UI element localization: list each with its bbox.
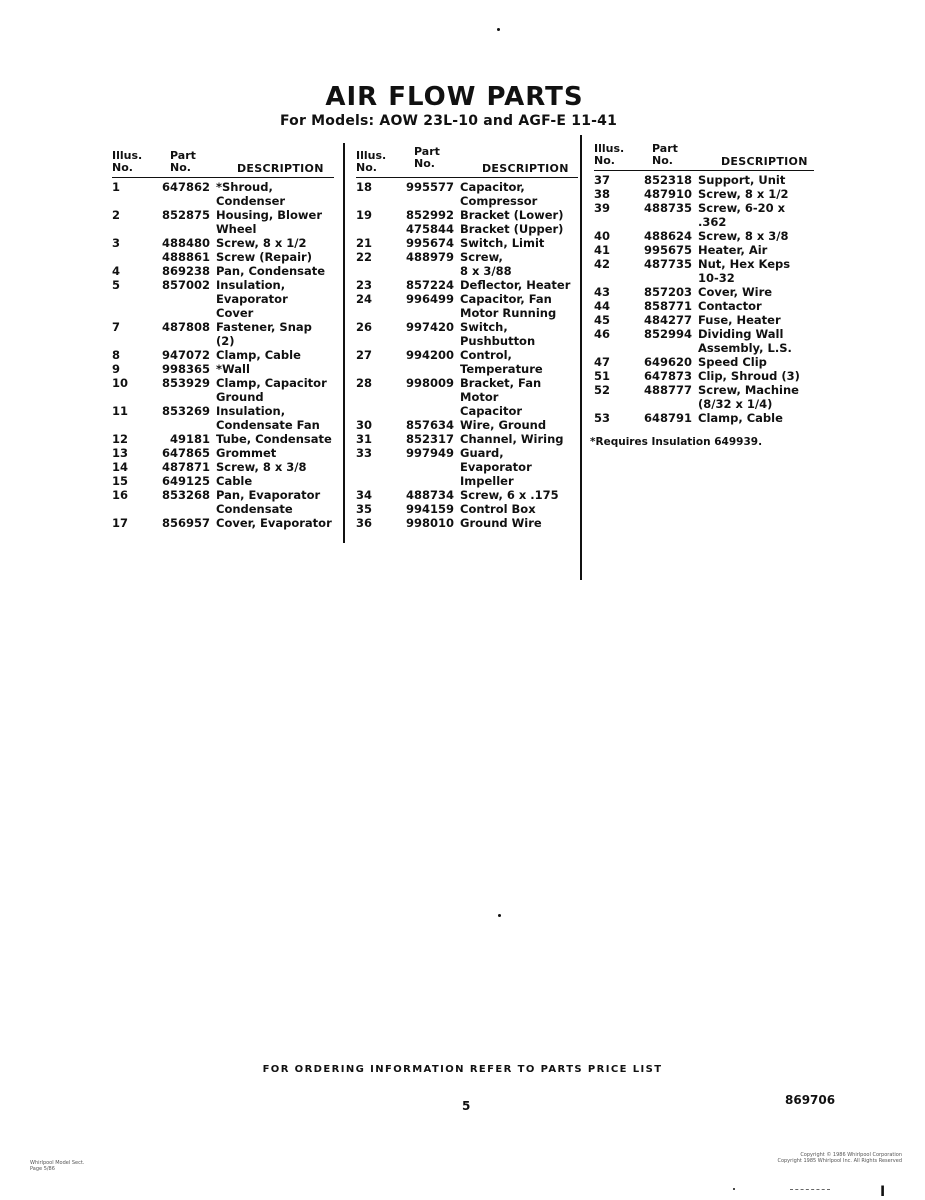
illus-number: 42 — [594, 257, 611, 271]
part-description — [460, 446, 578, 488]
part-row — [594, 383, 814, 411]
illus-no-header: Illus. No. — [356, 149, 387, 174]
illus-number: 19 — [356, 208, 373, 222]
part-description — [460, 516, 578, 530]
part-number: 998010 — [405, 516, 454, 530]
part-number: 997949 — [405, 446, 454, 460]
part-description — [216, 446, 334, 460]
description-line: Speed Clip — [698, 355, 767, 369]
description-line: Pan, Evaporator — [216, 488, 321, 502]
part-number: 648791 — [643, 411, 692, 425]
part-number: 647865 — [161, 446, 210, 460]
parts-rows — [356, 180, 578, 530]
description-header: DESCRIPTION — [721, 155, 808, 168]
part-row — [112, 362, 334, 376]
description-line: Ground Wire — [460, 516, 542, 530]
part-number: 995674 — [405, 236, 454, 250]
part-no-header: Part No. — [170, 149, 196, 174]
description-line: Evaporator — [216, 292, 288, 306]
parts-rows — [112, 180, 334, 530]
illus-number: 16 — [112, 488, 129, 502]
part-description — [460, 208, 578, 222]
description-line: Ground — [216, 390, 264, 404]
part-number: 852317 — [405, 432, 454, 446]
illus-number: 18 — [356, 180, 373, 194]
illus-no-header: Illus. No. — [594, 142, 625, 167]
part-number: 857203 — [643, 285, 692, 299]
part-description — [216, 348, 334, 362]
mid-speck — [498, 914, 501, 917]
description-line: Fastener, Snap (2) — [216, 320, 312, 348]
description-line: Clamp, Cable — [216, 348, 301, 362]
part-description — [698, 313, 814, 327]
part-description — [460, 236, 578, 250]
part-no-header: Part No. — [414, 145, 440, 170]
illus-number: 2 — [112, 208, 121, 222]
description-line: Condensate — [216, 502, 293, 516]
part-description — [216, 432, 334, 446]
illus-number: 4 — [112, 264, 121, 278]
part-row — [356, 222, 578, 236]
illus-number: 38 — [594, 187, 611, 201]
description-line: Screw, — [460, 250, 503, 264]
part-number: 853268 — [161, 488, 210, 502]
parts-rows — [594, 173, 814, 425]
description-line: 8 x 3/88 — [460, 264, 512, 278]
illus-number: 8 — [112, 348, 121, 362]
part-description — [460, 250, 578, 278]
description-line: Capacitor — [460, 404, 523, 418]
part-description — [460, 320, 578, 348]
description-line: Heater, Air — [698, 243, 768, 257]
illus-number: 1 — [112, 180, 121, 194]
part-row — [112, 264, 334, 278]
part-row — [594, 173, 814, 187]
part-description — [216, 264, 334, 278]
part-number: 852875 — [161, 208, 210, 222]
part-row — [594, 201, 814, 229]
part-description — [460, 376, 578, 418]
description-line: Dividing Wall — [698, 327, 784, 341]
part-description — [216, 180, 334, 208]
description-line: Screw (Repair) — [216, 250, 312, 264]
part-description — [460, 180, 578, 208]
part-description — [216, 488, 334, 516]
description-line: Screw, Machine — [698, 383, 799, 397]
part-number: 49181 — [169, 432, 210, 446]
illus-number: 43 — [594, 285, 611, 299]
illus-number: 30 — [356, 418, 373, 432]
illus-number: 28 — [356, 376, 373, 390]
description-line: Cover — [216, 306, 254, 320]
illus-number: 17 — [112, 516, 129, 530]
part-number: 997420 — [405, 320, 454, 334]
description-line: Bracket (Upper) — [460, 222, 564, 236]
copyright-notice: Copyright © 1986 Whirlpool Corporation Copyright 1985 Whirlpool Inc. All Rights Reserved — [777, 1152, 902, 1164]
part-number: 475844 — [405, 222, 454, 236]
part-number: 994200 — [405, 348, 454, 362]
illus-number: 11 — [112, 404, 129, 418]
part-row — [356, 376, 578, 418]
description-line: Cover, Evaporator — [216, 516, 332, 530]
part-row — [356, 432, 578, 446]
part-number: 853269 — [161, 404, 210, 418]
part-number: 488979 — [405, 250, 454, 264]
description-line: Grommet — [216, 446, 277, 460]
part-description — [216, 376, 334, 404]
small-print-left: Whirlpool Model Sect. Page 5/86 — [30, 1160, 85, 1172]
part-number: 852318 — [643, 173, 692, 187]
illus-number — [112, 250, 158, 264]
illus-number: 31 — [356, 432, 373, 446]
part-description — [460, 418, 578, 432]
part-row — [112, 278, 334, 320]
illus-number: 7 — [112, 320, 121, 334]
illus-number: 36 — [356, 516, 373, 530]
description-line: Screw, 8 x 3/8 — [698, 229, 789, 243]
part-description — [216, 362, 334, 376]
part-number: 853929 — [161, 376, 210, 390]
illus-number: 23 — [356, 278, 373, 292]
part-description — [460, 222, 578, 236]
illus-number: 24 — [356, 292, 373, 306]
part-description — [216, 208, 334, 236]
illus-number: 21 — [356, 236, 373, 250]
corner-speck — [733, 1188, 735, 1190]
part-row — [112, 320, 334, 348]
part-no-header: Part No. — [652, 142, 678, 167]
corner-mark: I — [880, 1184, 886, 1200]
ordering-info: FOR ORDERING INFORMATION REFER TO PARTS PRICE LIST — [262, 1064, 663, 1075]
part-row — [594, 299, 814, 313]
column-header — [594, 143, 814, 173]
illus-number: 10 — [112, 376, 129, 390]
description-line: Compressor — [460, 194, 538, 208]
illus-number: 3 — [112, 236, 121, 250]
part-number: 647862 — [161, 180, 210, 194]
part-row — [356, 180, 578, 208]
description-line: Screw, 8 x 1/2 — [698, 187, 789, 201]
illus-number: 9 — [112, 362, 121, 376]
document-number: 869706 — [785, 1093, 836, 1107]
part-row — [356, 292, 578, 320]
description-line: Cover, Wire — [698, 285, 773, 299]
column-divider — [580, 135, 582, 580]
part-row — [594, 369, 814, 383]
part-number: 856957 — [161, 516, 210, 530]
description-line: Switch, Pushbutton — [460, 320, 536, 348]
part-row — [356, 348, 578, 376]
description-line: Guard, Evaporator — [460, 446, 532, 474]
part-description — [698, 383, 814, 411]
part-row — [594, 243, 814, 257]
part-row — [112, 180, 334, 208]
part-description — [698, 327, 814, 355]
part-description — [698, 369, 814, 383]
corner-dashes — [790, 1189, 830, 1190]
part-row — [594, 411, 814, 425]
description-line: Wheel — [216, 222, 257, 236]
description-line: Pan, Condensate — [216, 264, 326, 278]
part-row — [112, 250, 334, 264]
part-row — [594, 229, 814, 243]
illus-number: 46 — [594, 327, 611, 341]
part-number: 487808 — [161, 320, 210, 334]
parts-column-3 — [590, 142, 814, 449]
description-line: Wire, Ground — [460, 418, 547, 432]
part-row — [356, 236, 578, 250]
part-row — [594, 187, 814, 201]
part-description — [216, 250, 334, 264]
column-header — [112, 150, 334, 180]
part-number: 852994 — [643, 327, 692, 341]
part-number: 858771 — [643, 299, 692, 313]
description-line: Capacitor, Fan — [460, 292, 552, 306]
part-description — [698, 243, 814, 257]
part-description — [698, 201, 814, 229]
description-line: Temperature — [460, 362, 543, 376]
description-line: Support, Unit — [698, 173, 786, 187]
part-number: 487910 — [643, 187, 692, 201]
part-row — [112, 432, 334, 446]
description-line: Clip, Shroud (3) — [698, 369, 800, 383]
illus-number: 47 — [594, 355, 611, 369]
page-title: AIR FLOW PARTS — [325, 82, 584, 112]
description-line: Impeller — [460, 474, 514, 488]
page-number: 5 — [462, 1099, 471, 1113]
illus-number: 13 — [112, 446, 129, 460]
part-description — [460, 432, 578, 446]
part-number: 649620 — [643, 355, 692, 369]
part-row — [356, 502, 578, 516]
description-line: *Wall — [216, 362, 250, 376]
part-description — [698, 187, 814, 201]
description-line: Control Box — [460, 502, 536, 516]
part-row — [356, 208, 578, 222]
part-row — [112, 236, 334, 250]
illus-number: 12 — [112, 432, 129, 446]
part-number: 998009 — [405, 376, 454, 390]
header-rule — [356, 177, 578, 178]
description-line: Insulation, — [216, 404, 286, 418]
description-line: Condensate Fan — [216, 418, 320, 432]
top-speck — [497, 28, 500, 31]
part-description — [698, 229, 814, 243]
part-row — [594, 355, 814, 369]
part-row — [112, 208, 334, 236]
description-line: Motor Running — [460, 306, 557, 320]
description-line: Channel, Wiring — [460, 432, 564, 446]
header-rule — [594, 170, 814, 171]
description-line: *Shroud, Condenser — [216, 180, 286, 208]
description-line: Capacitor, — [460, 180, 525, 194]
part-row — [594, 327, 814, 355]
description-header: DESCRIPTION — [237, 162, 324, 175]
part-number: 857002 — [161, 278, 210, 292]
part-row — [112, 460, 334, 474]
description-line: Screw, 8 x 1/2 — [216, 236, 307, 250]
part-number: 995577 — [405, 180, 454, 194]
illus-number — [356, 222, 402, 236]
illus-number: 5 — [112, 278, 121, 292]
part-number: 488480 — [161, 236, 210, 250]
part-number: 647873 — [643, 369, 692, 383]
part-description — [216, 236, 334, 250]
part-row — [112, 446, 334, 460]
description-line: Deflector, Heater — [460, 278, 571, 292]
part-number: 488624 — [643, 229, 692, 243]
part-number: 488734 — [405, 488, 454, 502]
part-description — [216, 278, 334, 320]
description-line: (8/32 x 1/4) — [698, 397, 773, 411]
part-row — [356, 250, 578, 278]
description-line: Tube, Condensate — [216, 432, 332, 446]
part-description — [460, 278, 578, 292]
part-number: 487735 — [643, 257, 692, 271]
description-line: Insulation, — [216, 278, 286, 292]
part-description — [460, 502, 578, 516]
description-line: Clamp, Capacitor — [216, 376, 327, 390]
part-row — [356, 278, 578, 292]
description-line: Fuse, Heater — [698, 313, 781, 327]
part-number: 994159 — [405, 502, 454, 516]
description-line: Clamp, Cable — [698, 411, 783, 425]
illus-number: 37 — [594, 173, 611, 187]
column-header — [356, 145, 578, 180]
part-row — [356, 516, 578, 530]
part-number: 995675 — [643, 243, 692, 257]
part-row — [112, 404, 334, 432]
parts-column-2 — [356, 145, 578, 530]
illus-number: 45 — [594, 313, 611, 327]
parts-column-1 — [112, 150, 334, 530]
part-row — [594, 257, 814, 285]
part-number: 852992 — [405, 208, 454, 222]
illus-number: 15 — [112, 474, 129, 488]
part-row — [112, 348, 334, 362]
description-line: Bracket, Fan Motor — [460, 376, 542, 404]
part-description — [698, 285, 814, 299]
illus-no-header: Illus. No. — [112, 149, 143, 174]
part-description — [460, 348, 578, 376]
description-line: Bracket (Lower) — [460, 208, 564, 222]
illus-number: 35 — [356, 502, 373, 516]
part-description — [216, 460, 334, 474]
illus-number: 22 — [356, 250, 373, 264]
part-description — [216, 474, 334, 488]
part-description — [460, 488, 578, 502]
part-number: 857634 — [405, 418, 454, 432]
part-description — [216, 320, 334, 348]
part-row — [594, 313, 814, 327]
part-description — [698, 411, 814, 425]
header-rule — [112, 177, 334, 178]
part-row — [112, 488, 334, 516]
part-number: 998365 — [161, 362, 210, 376]
part-description — [460, 292, 578, 320]
part-row — [112, 474, 334, 488]
description-line: Cable — [216, 474, 253, 488]
illus-number: 40 — [594, 229, 611, 243]
illus-number: 27 — [356, 348, 373, 362]
illus-number: 39 — [594, 201, 611, 215]
insulation-note: *Requires Insulation 649939. — [590, 436, 763, 448]
part-number: 484277 — [643, 313, 692, 327]
part-description — [698, 257, 814, 285]
part-number: 488735 — [643, 201, 692, 215]
part-row — [112, 516, 334, 530]
illus-number: 53 — [594, 411, 611, 425]
part-description — [698, 355, 814, 369]
description-line: Screw, 8 x 3/8 — [216, 460, 307, 474]
column-divider — [343, 143, 345, 543]
illus-number: 52 — [594, 383, 611, 397]
part-number: 869238 — [161, 264, 210, 278]
part-row — [356, 446, 578, 488]
part-number: 857224 — [405, 278, 454, 292]
models-subtitle: For Models: AOW 23L-10 and AGF-E 11-41 — [279, 113, 618, 129]
part-description — [216, 516, 334, 530]
part-number: 487871 — [161, 460, 210, 474]
part-number: 996499 — [405, 292, 454, 306]
description-line: Screw, 6 x .175 — [460, 488, 559, 502]
part-row — [356, 488, 578, 502]
part-number: 947072 — [161, 348, 210, 362]
part-row — [594, 285, 814, 299]
illus-number: 33 — [356, 446, 373, 460]
description-line: Assembly, L.S. — [698, 341, 792, 355]
description-line: Housing, Blower — [216, 208, 322, 222]
part-number: 488777 — [643, 383, 692, 397]
illus-number: 34 — [356, 488, 373, 502]
description-line: Control, — [460, 348, 512, 362]
illus-number: 14 — [112, 460, 129, 474]
part-row — [356, 320, 578, 348]
part-row — [356, 418, 578, 432]
description-line: Contactor — [698, 299, 762, 313]
description-line: Screw, 6-20 x .362 — [698, 201, 786, 229]
description-header: DESCRIPTION — [482, 162, 569, 175]
description-line: Switch, Limit — [460, 236, 545, 250]
part-number: 488861 — [161, 250, 210, 264]
description-line: 10-32 — [698, 271, 735, 285]
illus-number: 26 — [356, 320, 373, 334]
illus-number: 41 — [594, 243, 611, 257]
description-line: Nut, Hex Keps — [698, 257, 791, 271]
part-description — [216, 404, 334, 432]
illus-number: 44 — [594, 299, 611, 313]
part-row — [112, 376, 334, 404]
part-number: 649125 — [161, 474, 210, 488]
illus-number: 51 — [594, 369, 611, 383]
part-description — [698, 299, 814, 313]
part-description — [698, 173, 814, 187]
